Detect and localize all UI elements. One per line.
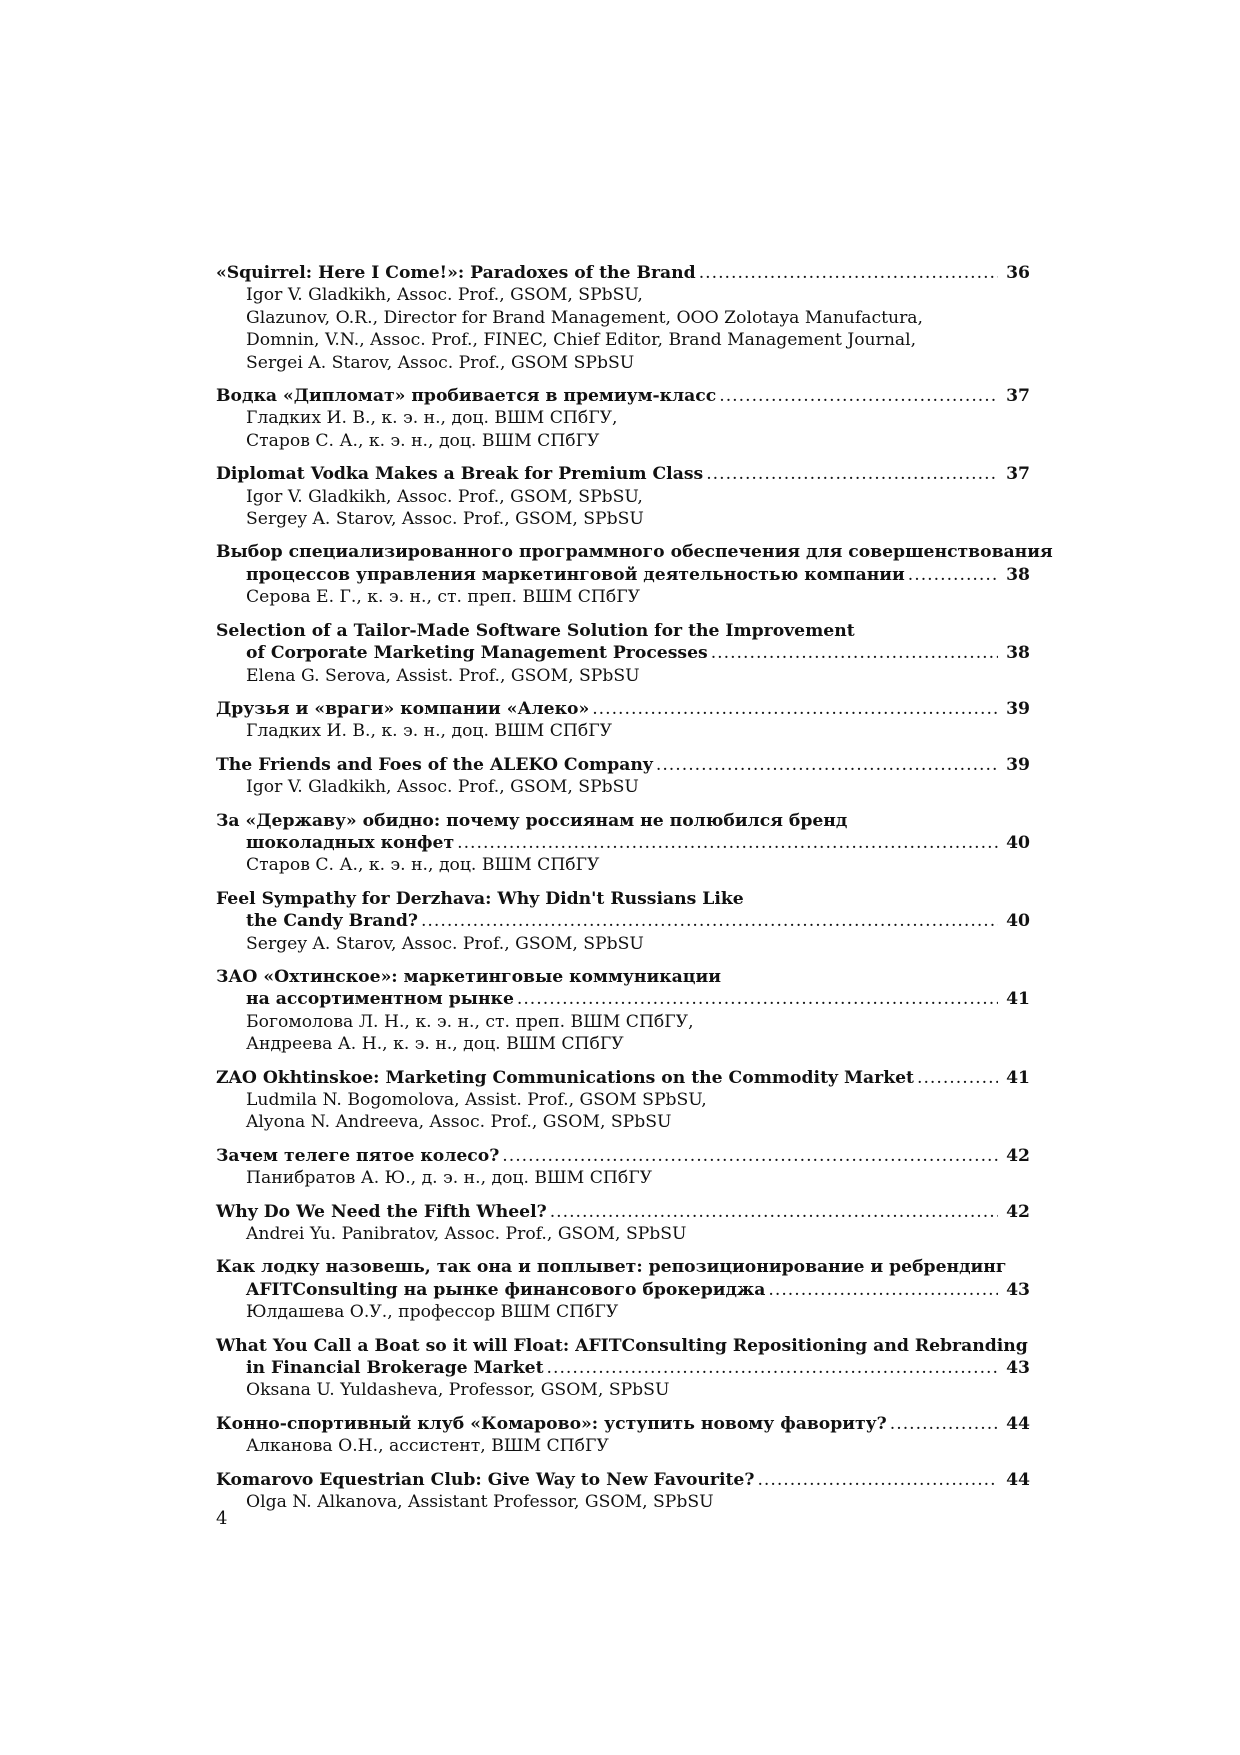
toc-entry-author: Ludmila N. Bogomolova, Assist. Prof., GSOM SPbSU, [246, 1090, 707, 1110]
dot-leader [711, 642, 998, 664]
toc-entry-title: ЗАО «Охтинское»: маркетинговые коммуникации [216, 966, 721, 987]
toc-entry-author: Igor V. Gladkikh, Assoc. Prof., GSOM, SPbSU, [246, 486, 643, 507]
toc-entry-title-line [216, 832, 1030, 854]
toc-entry [216, 385, 1030, 452]
toc-entry-author: Старов С. А., к. э. н., доц. ВШМ СПбГУ [246, 430, 600, 451]
toc-entry-title-line [216, 463, 1030, 485]
toc-entry-page-number: 43 [1006, 1358, 1030, 1379]
toc-entry [216, 1469, 1030, 1514]
toc-entry-page-number: 41 [1006, 1067, 1030, 1088]
toc-entry-title: За «Державу» обидно: почему россиянам не полюбился бренд [216, 810, 848, 831]
toc-entry-title-line [216, 564, 1030, 586]
toc-entry-author: Панибратов А. Ю., д. э. н., доц. ВШМ СПбГУ [246, 1168, 652, 1189]
toc-entry-title: «Squirrel: Here I Come!»: Paradoxes of the Brand [216, 263, 696, 283]
toc-entry-author: Andrei Yu. Panibratov, Assoc. Prof., GSOM, SPbSU [246, 1224, 687, 1245]
toc-entry-author: Elena G. Serova, Assist. Prof., GSOM, SPbSU [246, 665, 640, 686]
dot-leader [699, 262, 998, 284]
dot-leader [517, 988, 998, 1010]
toc-entry-title: шоколадных конфет [246, 832, 455, 853]
toc-entry-title: Друзья и «враги» компании «Алеко» [216, 698, 590, 719]
toc-entry [216, 262, 1030, 374]
toc-entry-title-line [216, 1335, 1030, 1357]
toc-entry-author: Старов С. А., к. э. н., доц. ВШМ СПбГУ [246, 855, 600, 876]
toc-entry-title-line [216, 910, 1030, 932]
toc-entry-title-line [216, 385, 1030, 407]
toc-entry-title: The Friends and Foes of the ALEKO Company [216, 754, 653, 775]
toc-entry-author: Юлдашева О.У., профессор ВШМ СПбГУ [246, 1302, 619, 1323]
toc-entry-title-line [216, 1469, 1030, 1491]
toc-entry-author: Sergey A. Starov, Assoc. Prof., GSOM, SPbSU [246, 933, 644, 954]
toc-entry [216, 1201, 1030, 1246]
toc-entry-author: Domnin, V.N., Assoc. Prof., FINEC, Chief Editor, Brand Management Journal, [246, 330, 917, 351]
toc-entry-author: Андреева А. Н., к. э. н., доц. ВШМ СПбГУ [246, 1034, 624, 1055]
dot-leader [656, 754, 998, 776]
toc-entry-title: What You Call a Boat so it will Float: AFITConsulting Repositioning and Rebranding [216, 1335, 1028, 1356]
toc-entry-author: Богомолова Л. Н., к. э. н., ст. преп. ВШМ СПбГУ, [246, 1011, 694, 1032]
toc-entry-page-number: 38 [1006, 643, 1030, 664]
table-of-contents [216, 262, 1053, 1525]
toc-entry-title-line [216, 698, 1030, 720]
toc-entry-page-number: 39 [1006, 754, 1030, 775]
toc-entry-author: Olga N. Alkanova, Assistant Professor, GSOM, SPbSU [246, 1492, 714, 1513]
toc-entry-page-number: 40 [1006, 832, 1030, 853]
toc-entry-title-line [216, 966, 1030, 988]
toc-entry-author: Igor V. Gladkikh, Assoc. Prof., GSOM, SPbSU [246, 777, 639, 798]
toc-entry [216, 1256, 1030, 1323]
toc-entry-author: Glazunov, O.R., Director for Brand Management, OOO Zolotaya Manufactura, [246, 307, 924, 328]
toc-entry-title-line [216, 642, 1030, 664]
toc-entry-title-line [216, 754, 1030, 776]
toc-entry-page-number: 44 [1006, 1413, 1030, 1434]
dot-leader [706, 463, 998, 485]
toc-entry-title-line [216, 262, 1030, 284]
toc-entry-page-number: 40 [1006, 911, 1030, 932]
toc-entry-page-number: 37 [1006, 386, 1030, 407]
toc-entry-page-number: 42 [1006, 1145, 1030, 1166]
toc-entry-title: Why Do We Need the Fifth Wheel? [216, 1201, 547, 1222]
toc-entry-page-number: 41 [1006, 989, 1030, 1010]
toc-entry-title: ZAO Okhtinskoe: Marketing Communications on the Commodity Market [216, 1067, 914, 1088]
toc-entry-title: Конно-спортивный клуб «Комарово»: уступить новому фавориту? [216, 1413, 887, 1434]
dot-leader [917, 1067, 998, 1089]
toc-entry-title-line [216, 541, 1053, 563]
toc-entry-title-line [216, 1413, 1030, 1435]
toc-entry [216, 754, 1030, 799]
toc-entry [216, 620, 1030, 687]
dot-leader [757, 1469, 998, 1491]
dot-leader [592, 698, 998, 720]
dot-leader [502, 1145, 998, 1167]
toc-entry-author: Alyona N. Andreeva, Assoc. Prof., GSOM, SPbSU [246, 1112, 672, 1133]
toc-entry [216, 966, 1030, 1056]
toc-entry-title-line [216, 1357, 1030, 1379]
toc-entry-title-line [216, 1256, 1030, 1278]
toc-entry-title: Водка «Дипломат» пробивается в премиум-класс [216, 386, 717, 407]
toc-entry-title: на ассортиментном рынке [246, 989, 514, 1010]
toc-entry-page-number: 42 [1006, 1201, 1030, 1222]
toc-entry-author: Igor V. Gladkikh, Assoc. Prof., GSOM, SPbSU, [246, 285, 643, 306]
page-number: 4 [216, 1508, 228, 1529]
toc-entry [216, 1067, 1030, 1134]
toc-entry-title: процессов управления маркетинговой деятельностью компании [246, 564, 905, 585]
toc-entry [216, 888, 1030, 955]
toc-entry-title-line [216, 1279, 1030, 1301]
toc-entry-title: Komarovo Equestrian Club: Give Way to New Favourite? [216, 1469, 755, 1490]
dot-leader [421, 910, 998, 932]
toc-entry-title: Выбор специализированного программного обеспечения для совершенствования [216, 542, 1053, 563]
toc-entry [216, 810, 1030, 877]
toc-entry [216, 1145, 1030, 1190]
toc-entry-page-number: 39 [1006, 698, 1030, 719]
toc-entry-title: Diplomat Vodka Makes a Break for Premium Class [216, 464, 704, 485]
toc-entry-page-number: 36 [1006, 263, 1030, 283]
toc-entry-title: Selection of a Tailor-Made Software Solution for the Improvement [216, 620, 855, 641]
toc-entry [216, 463, 1030, 530]
toc-entry [216, 1335, 1030, 1402]
toc-entry-title: AFITConsulting на рынке финансового брокериджа [246, 1279, 766, 1300]
toc-entry-title-line [216, 620, 1030, 642]
toc-entry-author: Гладких И. В., к. э. н., доц. ВШМ СПбГУ, [246, 408, 618, 429]
toc-entry-title-line [216, 1145, 1030, 1167]
toc-entry-page-number: 37 [1006, 464, 1030, 485]
toc-entry-title: in Financial Brokerage Market [246, 1358, 544, 1379]
dot-leader [547, 1357, 998, 1379]
toc-entry-title-line [216, 810, 1030, 832]
dot-leader [890, 1413, 998, 1435]
toc-entry-author: Алканова О.Н., ассистент, ВШМ СПбГУ [246, 1436, 609, 1457]
toc-entry-title: Как лодку назовешь, так она и поплывет: репозиционирование и ребрендинг [216, 1257, 1007, 1278]
toc-entry-title: of Corporate Marketing Management Processes [246, 643, 708, 664]
toc-entry-author: Sergey A. Starov, Assoc. Prof., GSOM, SPbSU [246, 509, 644, 530]
toc-entry-page-number: 44 [1006, 1469, 1030, 1490]
toc-entry-author: Sergei A. Starov, Assoc. Prof., GSOM SPbSU [246, 352, 635, 373]
toc-entry-title-line [216, 888, 1030, 910]
toc-entry-author: Серова Е. Г., к. э. н., ст. преп. ВШМ СПбГУ [246, 587, 641, 608]
dot-leader [908, 564, 998, 586]
toc-entry-title: the Candy Brand? [246, 911, 418, 932]
toc-entry-author: Гладких И. В., к. э. н., доц. ВШМ СПбГУ [246, 721, 612, 742]
dot-leader [768, 1279, 998, 1301]
dot-leader [457, 832, 998, 854]
toc-entry-title-line [216, 1201, 1030, 1223]
dot-leader [550, 1201, 998, 1223]
toc-entry-author: Oksana U. Yuldasheva, Professor, GSOM, SPbSU [246, 1380, 670, 1401]
toc-entry-title-line [216, 988, 1030, 1010]
toc-entry-title: Зачем телеге пятое колесо? [216, 1145, 500, 1166]
dot-leader [719, 385, 998, 407]
toc-entry-title-line [216, 1067, 1030, 1089]
toc-entry-page-number: 38 [1006, 564, 1030, 585]
toc-entry [216, 541, 1053, 608]
toc-entry [216, 1413, 1030, 1458]
toc-entry-title: Feel Sympathy for Derzhava: Why Didn't Russians Like [216, 888, 744, 909]
toc-entry-page-number: 43 [1006, 1279, 1030, 1300]
toc-entry [216, 698, 1030, 743]
